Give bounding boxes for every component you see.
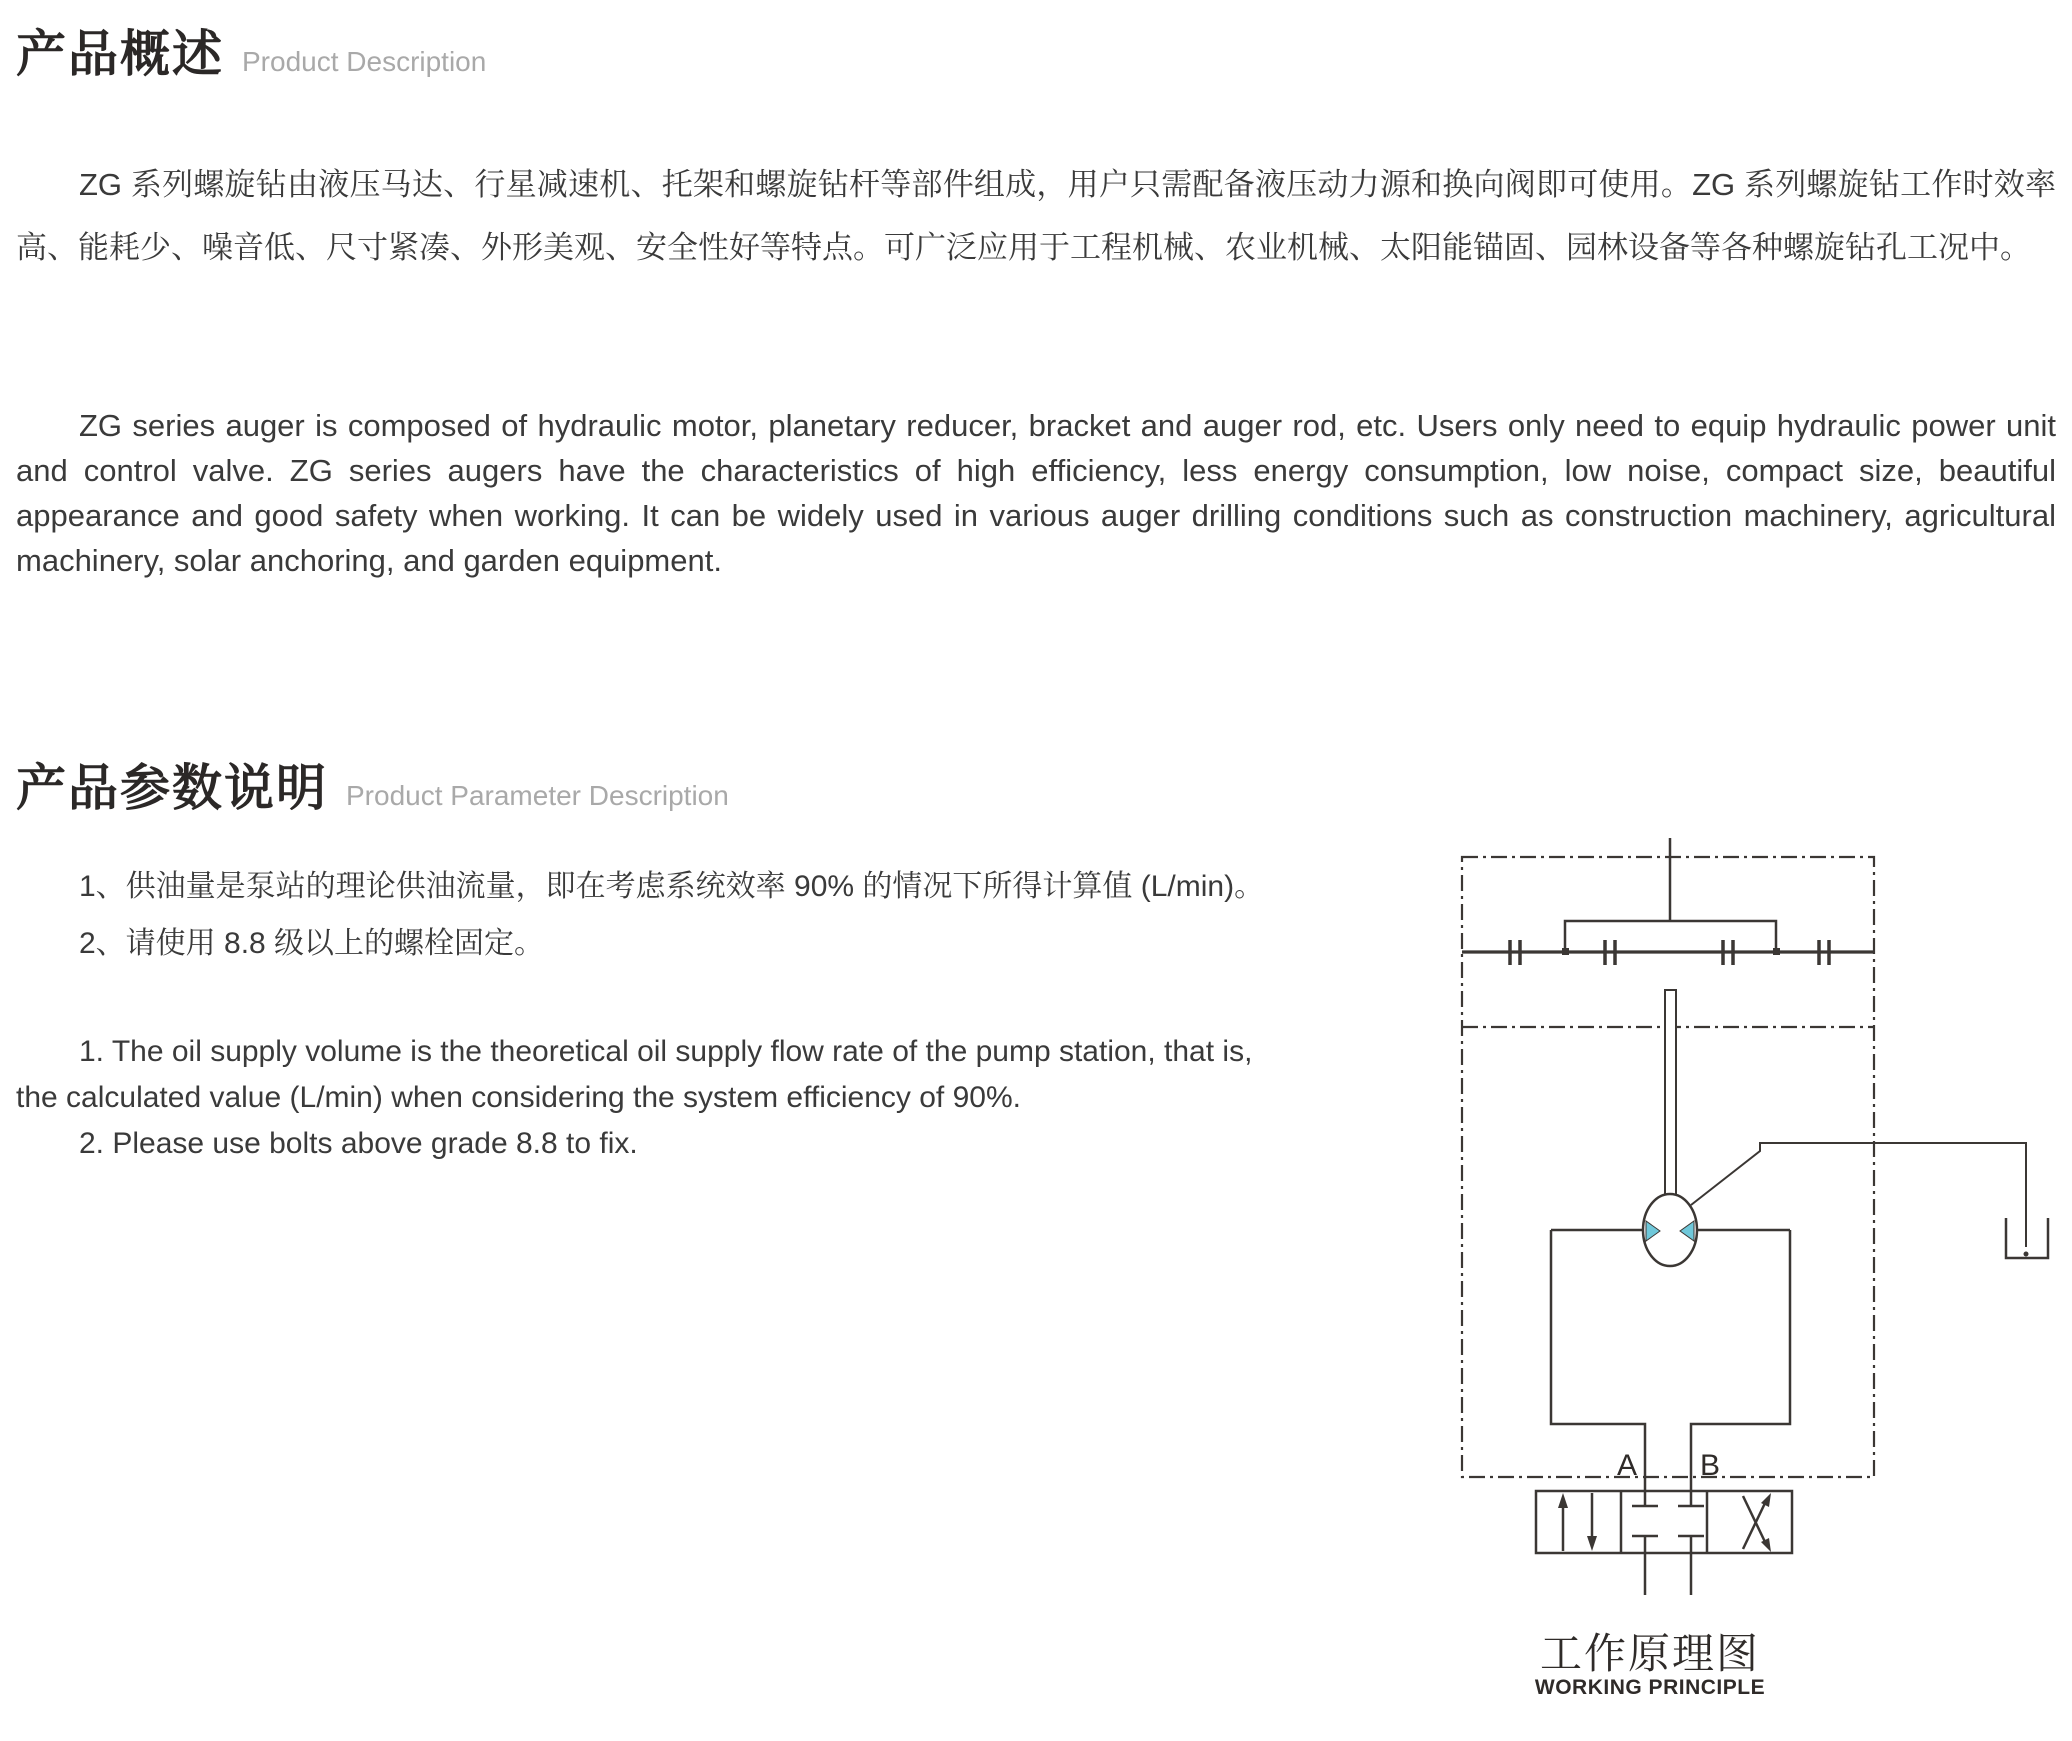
parameters-heading-subtitle: Product Parameter Description: [346, 780, 729, 811]
tank-line-end-dot: [2024, 1252, 2029, 1257]
parameter-notes-en: [16, 1029, 1254, 1167]
overview-heading-cn: 产品概述: [16, 26, 224, 82]
working-principle-diagram: [1450, 835, 2072, 1715]
port-b-label: B: [1699, 1449, 1721, 1482]
diagram-caption-cn: 工作原理图: [1539, 1630, 1761, 1677]
valve-arrow-down-head: [1587, 1536, 1597, 1551]
parameters-heading-cn: 产品参数说明: [16, 760, 328, 816]
directional-valve-body: [1536, 1491, 1792, 1553]
overview-heading-subtitle: Product Description: [242, 46, 487, 77]
drain-line: [1691, 1143, 2026, 1247]
planetary-reducer-bracket: [1565, 921, 1776, 952]
parameter-notes-cn: [16, 858, 1436, 972]
valve-arrow-up-head: [1558, 1493, 1568, 1508]
diagram-caption-en: WORKING PRINCIPLE: [1534, 1676, 1766, 1699]
valve-cross-head-1: [1761, 1493, 1771, 1507]
note-cn-2: 2、请使用 8.8 级以上的螺栓固定。: [79, 927, 545, 960]
note-cn-1: 1、供油量是泵站的理论供油流量，即在考虑系统效率 90% 的情况下所得计算值 (L/min)。: [79, 870, 1265, 903]
parameters-heading: [16, 748, 729, 820]
note-en-1: 1. The oil supply volume is the theoretical oil supply flow rate of the pump station, that is, the calculated value (L/min) when considering the system efficiency of 90%.: [16, 1035, 1253, 1114]
overview-paragraph-cn: ZG 系列螺旋钻由液压马达、行星减速机、托架和螺旋钻杆等部件组成，用户只需配备液压动力源和换向阀即可使用。ZG 系列螺旋钻工作时效率高、能耗少、噪音低、尺寸紧凑、外形美观、安全性好等特点。可广泛应用于工程机械、农业机械、太阳能锚固、园林设备等各种螺旋钻孔工况中。: [16, 167, 2056, 265]
overview-heading: [16, 14, 486, 86]
valve-cross-head-2: [1761, 1538, 1771, 1552]
overview-paragraph-en: ZG series auger is composed of hydraulic motor, planetary reducer, bracket and auger rod, etc. Users only need to equip hydraulic power unit and control valve. ZG series augers have the characteristics of high efficiency, less energy consumption, low noise, compact size, beautiful appearance and good safety when working. It can be widely used in various auger drilling conditions such as construction machinery, agricultural machinery, solar anchoring, and garden equipment.: [16, 408, 2056, 578]
auger-rod: [1665, 990, 1676, 1196]
port-a-label: A: [1616, 1449, 1638, 1482]
note-en-2: 2. Please use bolts above grade 8.8 to fix.: [79, 1127, 638, 1160]
